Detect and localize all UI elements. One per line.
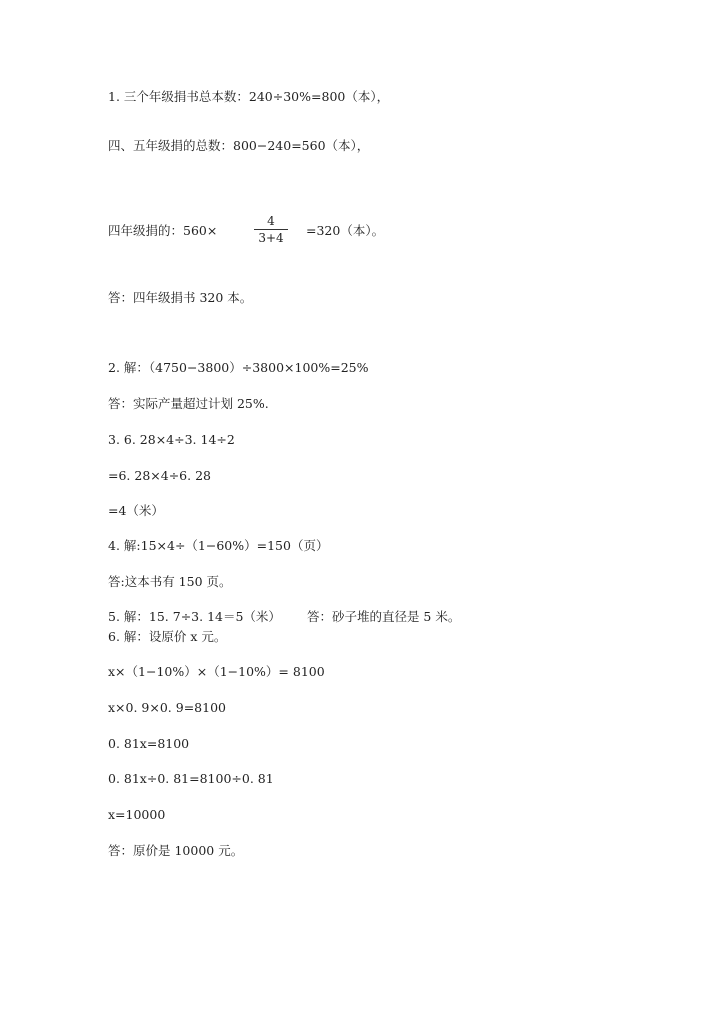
- fraction-bar: [254, 229, 288, 230]
- solution-6-answer: 答：原价是 10000 元。: [108, 843, 244, 858]
- fraction: [254, 214, 288, 245]
- solution-6-line-1: 6. 解：设原价 x 元。: [108, 629, 227, 644]
- fraction-numerator: 4: [267, 214, 275, 228]
- solution-3-line-3: =4（米）: [108, 503, 164, 518]
- solution-4-line-1: 4. 解:15×4÷（1−60%）=150（页）: [108, 538, 329, 553]
- fraction-suffix: =320（本）。: [306, 223, 385, 238]
- solution-1-answer: 答：四年级捐书 320 本。: [108, 290, 253, 305]
- fraction-denominator: 3+4: [258, 231, 284, 245]
- solution-6-line-2: x×（1−10%）×（1−10%）= 8100: [108, 664, 325, 679]
- solution-4-answer: 答:这本书有 150 页。: [108, 574, 232, 589]
- solution-6-line-3: x×0. 9×0. 9=8100: [108, 700, 226, 715]
- solution-1-line-1: 1. 三个年级捐书总本数：240÷30%=800（本），: [108, 89, 390, 104]
- solution-2-line-1: 2. 解：（4750−3800）÷3800×100%=25%: [108, 360, 369, 375]
- solution-6-line-4: 0. 81x=8100: [108, 736, 190, 751]
- solution-3-line-1: 3. 6. 28×4÷3. 14÷2: [108, 432, 235, 447]
- solution-5-answer: 答：砂子堆的直径是 5 米。: [306, 609, 461, 624]
- solution-2-answer: 答：实际产量超过计划 25%.: [108, 396, 269, 411]
- solution-5-equation: 5. 解：15. 7÷3. 14＝5（米）: [108, 609, 281, 624]
- fraction-prefix: 四年级捐的：560×: [108, 223, 218, 238]
- solution-3-line-2: =6. 28×4÷6. 28: [108, 468, 211, 483]
- solution-6-line-6: x=10000: [108, 807, 166, 822]
- solution-6-line-5: 0. 81x÷0. 81=8100÷0. 81: [108, 771, 274, 786]
- solution-1-line-2: 四、五年级捐的总数：800−240=560（本），: [108, 138, 370, 153]
- solution-5-line: [108, 609, 460, 625]
